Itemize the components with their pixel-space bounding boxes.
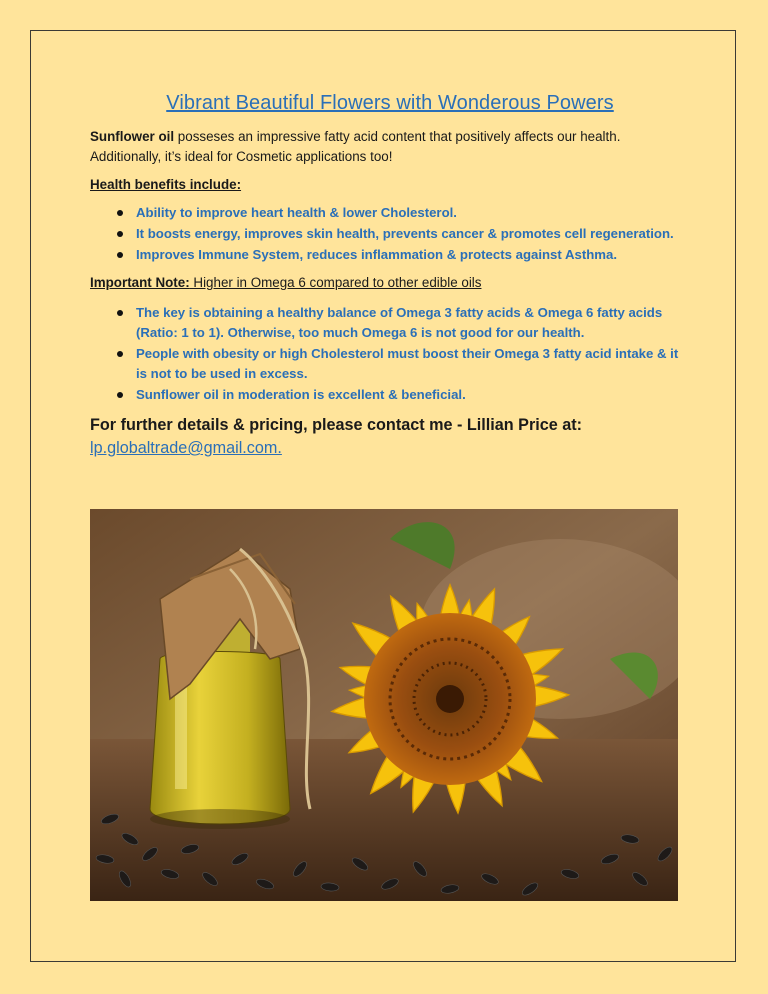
list-item: Ability to improve heart health & lower Cholesterol. xyxy=(136,203,690,223)
health-benefits-list xyxy=(90,203,690,265)
note-list xyxy=(90,303,690,405)
document-body xyxy=(90,92,690,460)
email-link[interactable]: lp.globaltrade@gmail.com. xyxy=(90,439,282,457)
list-item: Improves Immune System, reduces inflammation & protects against Asthma. xyxy=(136,245,690,265)
sunflower-illustration xyxy=(90,509,678,901)
important-note-text: Higher in Omega 6 compared to other edible oils xyxy=(189,275,482,290)
sunflower-oil-photo xyxy=(90,509,678,901)
list-item: People with obesity or high Cholesterol must boost their Omega 3 fatty acid intake & it is not to be used in excess. xyxy=(136,344,690,384)
intro-text: posseses an impressive fatty acid content that positively affects our health. Additionally, it’s ideal for Cosmetic applications too! xyxy=(90,129,621,164)
intro-bold: Sunflower oil xyxy=(90,129,175,144)
list-item: It boosts energy, improves skin health, prevents cancer & promotes cell regeneration. xyxy=(136,224,690,244)
health-heading: Health benefits include: xyxy=(90,177,242,192)
list-item: Sunflower oil in moderation is excellent & beneficial. xyxy=(136,385,690,405)
important-note xyxy=(90,273,690,293)
page-title: Vibrant Beautiful Flowers with Wonderous Powers xyxy=(166,92,614,114)
list-item: The key is obtaining a healthy balance of Omega 3 fatty acids & Omega 6 fatty acids (Ratio: 1 to 1). Otherwise, too much Omega 6 is not good for our health. xyxy=(136,303,690,343)
contact-line: For further details & pricing, please contact me - Lillian Price at: xyxy=(90,416,583,434)
intro-paragraph xyxy=(90,127,690,167)
important-note-label: Important Note: xyxy=(90,275,190,290)
